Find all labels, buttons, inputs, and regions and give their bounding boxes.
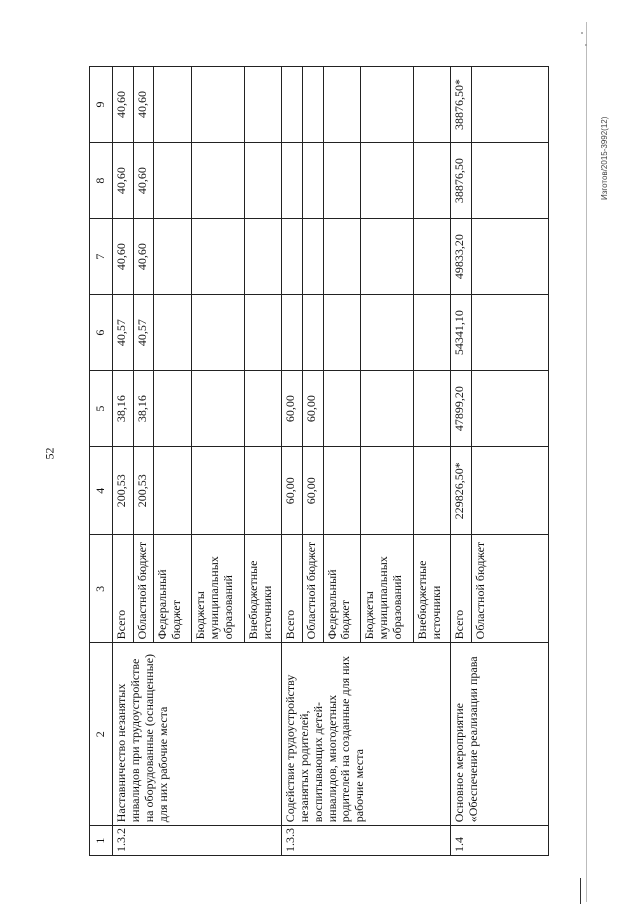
column-header: 3 bbox=[90, 535, 113, 643]
amount-cell: 38,16 bbox=[113, 371, 134, 447]
amount-cell bbox=[360, 371, 413, 447]
amount-cell bbox=[282, 67, 303, 143]
column-header: 4 bbox=[90, 447, 113, 535]
amount-cell bbox=[360, 67, 413, 143]
amount-cell bbox=[471, 67, 548, 143]
amount-cell bbox=[244, 371, 281, 447]
column-header: 8 bbox=[90, 143, 113, 219]
amount-cell: 40,60 bbox=[113, 67, 134, 143]
amount-cell bbox=[191, 371, 244, 447]
amount-cell: 60,00 bbox=[282, 371, 303, 447]
funding-source: Бюджеты муниципальных образований bbox=[360, 535, 413, 643]
amount-cell bbox=[413, 67, 450, 143]
funding-source: Всего bbox=[282, 535, 303, 643]
column-header: 7 bbox=[90, 219, 113, 295]
amount-cell bbox=[323, 143, 360, 219]
amount-cell: 40,60 bbox=[113, 143, 134, 219]
table-row bbox=[282, 67, 303, 856]
amount-cell: 54341,10 bbox=[451, 295, 472, 371]
amount-cell bbox=[154, 447, 191, 535]
amount-cell: 60,00 bbox=[282, 447, 303, 535]
amount-cell bbox=[413, 371, 450, 447]
amount-cell: 229826,50* bbox=[451, 447, 472, 535]
table-header-row bbox=[90, 67, 113, 856]
amount-cell bbox=[323, 67, 360, 143]
amount-cell bbox=[471, 371, 548, 447]
table-body bbox=[90, 67, 549, 856]
scan-dot bbox=[581, 32, 583, 34]
amount-cell: 60,00 bbox=[302, 371, 323, 447]
scan-edge-line bbox=[586, 22, 587, 902]
amount-cell: 47899,20 bbox=[451, 371, 472, 447]
amount-cell bbox=[302, 143, 323, 219]
amount-cell bbox=[244, 143, 281, 219]
column-header: 2 bbox=[90, 643, 113, 826]
amount-cell bbox=[244, 219, 281, 295]
amount-cell bbox=[282, 143, 303, 219]
budget-table bbox=[89, 66, 549, 856]
row-number: 1.4 bbox=[451, 826, 549, 856]
funding-source: Федеральный бюджет bbox=[323, 535, 360, 643]
scan-edge-mark bbox=[580, 878, 581, 904]
funding-source: Всего bbox=[113, 535, 134, 643]
amount-cell bbox=[244, 447, 281, 535]
activity-name: Основное мероприятие «Обеспечение реализации права bbox=[451, 643, 549, 826]
amount-cell bbox=[323, 219, 360, 295]
budget-table-wrapper bbox=[89, 66, 549, 856]
amount-cell bbox=[302, 295, 323, 371]
amount-cell bbox=[154, 143, 191, 219]
funding-source: Всего bbox=[451, 535, 472, 643]
amount-cell bbox=[154, 67, 191, 143]
amount-cell bbox=[360, 219, 413, 295]
amount-cell bbox=[191, 143, 244, 219]
amount-cell: 38,16 bbox=[133, 371, 154, 447]
amount-cell bbox=[413, 447, 450, 535]
amount-cell: 49833,20 bbox=[451, 219, 472, 295]
table-row bbox=[451, 67, 472, 856]
column-header: 5 bbox=[90, 371, 113, 447]
amount-cell bbox=[471, 143, 548, 219]
amount-cell bbox=[323, 371, 360, 447]
amount-cell bbox=[413, 295, 450, 371]
activity-name: Наставничество незанятых инвалидов при трудоустройстве на оборудованные (оснащенные) для них рабочие места bbox=[113, 643, 282, 826]
amount-cell: 38876,50 bbox=[451, 143, 472, 219]
row-number: 1.3.3 bbox=[282, 826, 451, 856]
amount-cell bbox=[154, 219, 191, 295]
amount-cell: 40,60 bbox=[133, 67, 154, 143]
amount-cell bbox=[471, 447, 548, 535]
funding-source: Бюджеты муниципальных образований bbox=[191, 535, 244, 643]
amount-cell bbox=[154, 295, 191, 371]
amount-cell: 40,60 bbox=[133, 219, 154, 295]
amount-cell bbox=[302, 67, 323, 143]
amount-cell: 40,57 bbox=[113, 295, 134, 371]
amount-cell bbox=[244, 295, 281, 371]
amount-cell: 40,60 bbox=[133, 143, 154, 219]
document-code: Изготов/2015-3992(12) bbox=[600, 116, 609, 200]
page-number: 52 bbox=[42, 447, 57, 460]
amount-cell bbox=[191, 219, 244, 295]
amount-cell bbox=[191, 67, 244, 143]
amount-cell: 40,60 bbox=[113, 219, 134, 295]
amount-cell bbox=[413, 219, 450, 295]
amount-cell bbox=[282, 219, 303, 295]
amount-cell: 200,53 bbox=[133, 447, 154, 535]
funding-source: Областной бюджет bbox=[133, 535, 154, 643]
column-header: 1 bbox=[90, 826, 113, 856]
funding-source: Федеральный бюджет bbox=[154, 535, 191, 643]
amount-cell: 60,00 bbox=[302, 447, 323, 535]
amount-cell bbox=[360, 295, 413, 371]
amount-cell bbox=[154, 371, 191, 447]
activity-name: Содействие трудоустройству незанятых родителей, воспитывающих детей-инвалидов, многодетных родителей на созданные для них рабочие места bbox=[282, 643, 451, 826]
row-number: 1.3.2 bbox=[113, 826, 282, 856]
amount-cell bbox=[323, 295, 360, 371]
table-row bbox=[113, 67, 134, 856]
column-header: 9 bbox=[90, 67, 113, 143]
amount-cell bbox=[244, 67, 281, 143]
amount-cell bbox=[471, 219, 548, 295]
amount-cell: 38876,50* bbox=[451, 67, 472, 143]
amount-cell: 40,57 bbox=[133, 295, 154, 371]
funding-source: Областной бюджет bbox=[302, 535, 323, 643]
amount-cell bbox=[282, 295, 303, 371]
amount-cell bbox=[413, 143, 450, 219]
amount-cell bbox=[302, 219, 323, 295]
amount-cell: 200,53 bbox=[113, 447, 134, 535]
amount-cell bbox=[471, 295, 548, 371]
funding-source: Областной бюджет bbox=[471, 535, 548, 643]
amount-cell bbox=[323, 447, 360, 535]
amount-cell bbox=[360, 143, 413, 219]
scan-dot bbox=[585, 44, 587, 46]
column-header: 6 bbox=[90, 295, 113, 371]
funding-source: Внебюджетные источники bbox=[244, 535, 281, 643]
amount-cell bbox=[360, 447, 413, 535]
funding-source: Внебюджетные источники bbox=[413, 535, 450, 643]
amount-cell bbox=[191, 447, 244, 535]
amount-cell bbox=[191, 295, 244, 371]
